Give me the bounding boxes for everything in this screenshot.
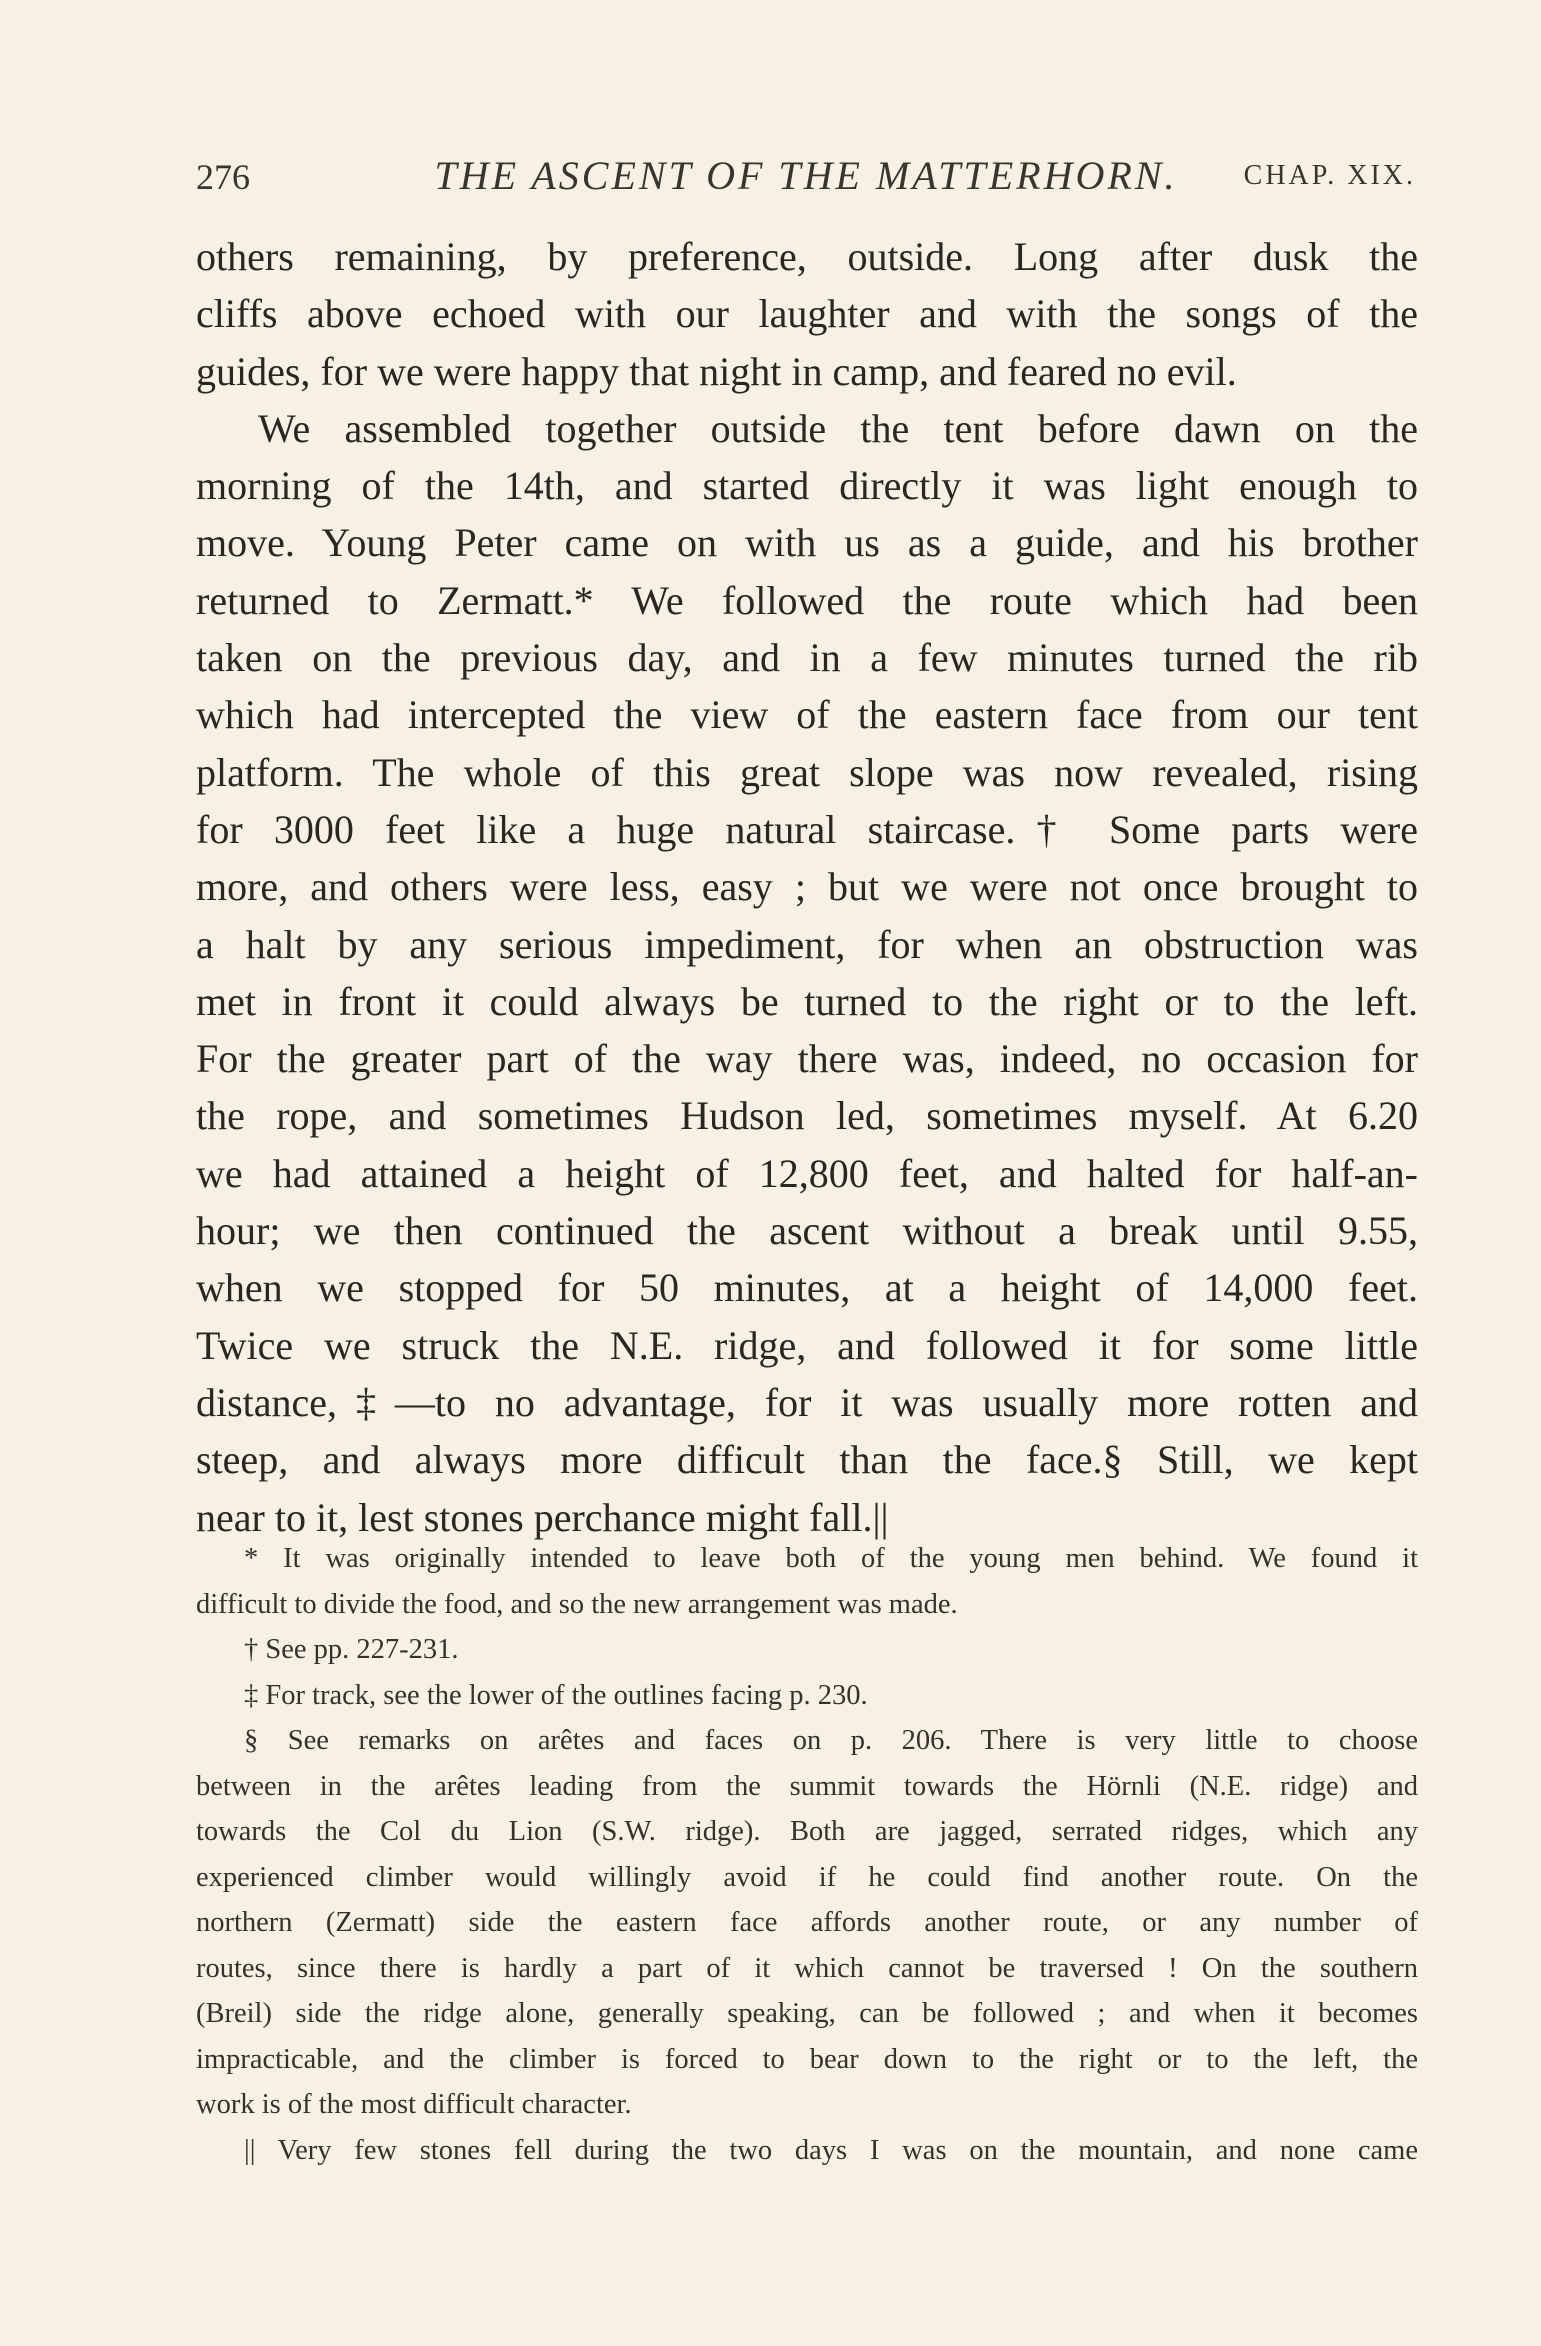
- body-line: guides, for we were happy that night in camp, and feared no evil.: [196, 348, 1237, 394]
- body-line: the rope, and sometimes Hudson led, sometimes myself. At 6.20: [196, 1093, 1418, 1139]
- body-line: when we stopped for 50 minutes, at a height of 14,000 feet.: [196, 1265, 1418, 1311]
- body-line: for 3000 feet like a huge natural staircase.† Some parts were: [196, 806, 1418, 852]
- footnotes: [196, 1536, 1418, 2173]
- body-line: move. Young Peter came on with us as a guide, and his brother: [196, 520, 1418, 566]
- footnote-line: impracticable, and the climber is forced to bear down to the right or to the left, the: [196, 2043, 1418, 2075]
- body-line: distance,‡—to no advantage, for it was usually more rotten and: [196, 1379, 1418, 1425]
- body-line: hour; we then continued the ascent without a break until 9.55,: [196, 1208, 1418, 1254]
- footnote-line: * It was originally intended to leave both of the young men behind. We found it: [244, 1543, 1418, 1574]
- page-number: 276: [196, 157, 250, 197]
- running-title: THE ASCENT OF THE MATTERHORN.: [434, 153, 1178, 198]
- body-line: near to it, lest stones perchance might fall.||: [196, 1494, 889, 1540]
- body-line: returned to Zermatt.* We followed the route which had been: [196, 577, 1418, 623]
- footnote-line: towards the Col du Lion (S.W. ridge). Both are jagged, serrated ridges, which any: [196, 1816, 1418, 1847]
- footnote-line: difficult to divide the food, and so the new arrangement was made.: [196, 1588, 958, 1620]
- body-line: more, and others were less, easy ; but we were not once brought to: [196, 864, 1418, 910]
- footnote-line: experienced climber would willingly avoid if he could find another route. On the: [196, 1861, 1418, 1893]
- footnote-line: § See remarks on arêtes and faces on p. 206. There is very little to choose: [244, 1725, 1418, 1756]
- body-line: For the greater part of the way there was, indeed, no occasion for: [196, 1036, 1418, 1082]
- footnote-line: || Very few stones fell during the two days I was on the mountain, and none came: [244, 2134, 1418, 2166]
- body-line: We assembled together outside the tent before dawn on the: [258, 405, 1418, 451]
- body-line: cliffs above echoed with our laughter and with the songs of the: [196, 291, 1418, 337]
- body-line: we had attained a height of 12,800 feet, and halted for half-an-: [196, 1150, 1418, 1196]
- chapter-label: CHAP. XIX.: [1243, 160, 1416, 191]
- footnote-line: work is of the most difficult character.: [196, 2089, 632, 2120]
- body-text: [196, 228, 1418, 1546]
- footnote-line: (Breil) side the ridge alone, generally speaking, can be followed ; and when it becomes: [196, 1998, 1418, 2029]
- body-line: taken on the previous day, and in a few minutes turned the rib: [196, 635, 1418, 681]
- running-header: [196, 150, 1416, 206]
- body-line: morning of the 14th, and started directly it was light enough to: [196, 463, 1418, 509]
- body-line: others remaining, by preference, outside. Long after dusk the: [196, 234, 1418, 279]
- footnote-line: between in the arêtes leading from the summit towards the Hörnli (N.E. ridge) and: [196, 1770, 1418, 1802]
- body-line: a halt by any serious impediment, for when an obstruction was: [196, 921, 1418, 967]
- body-line: steep, and always more difficult than the face.§ Still, we kept: [196, 1437, 1418, 1483]
- footnote-line: ‡ For track, see the lower of the outlines facing p. 230.: [244, 1679, 868, 1711]
- body-line: Twice we struck the N.E. ridge, and followed it for some little: [196, 1322, 1418, 1368]
- footnote-line: routes, since there is hardly a part of it which cannot be traversed ! On the southern: [196, 1952, 1418, 1984]
- body-line: which had intercepted the view of the eastern face from our tent: [196, 692, 1418, 738]
- footnote-line: northern (Zermatt) side the eastern face affords another route, or any number of: [196, 1907, 1418, 1938]
- body-line: met in front it could always be turned to the right or to the left.: [196, 978, 1418, 1024]
- footnote-line: † See pp. 227-231.: [244, 1634, 459, 1665]
- body-line: platform. The whole of this great slope was now revealed, rising: [196, 749, 1418, 795]
